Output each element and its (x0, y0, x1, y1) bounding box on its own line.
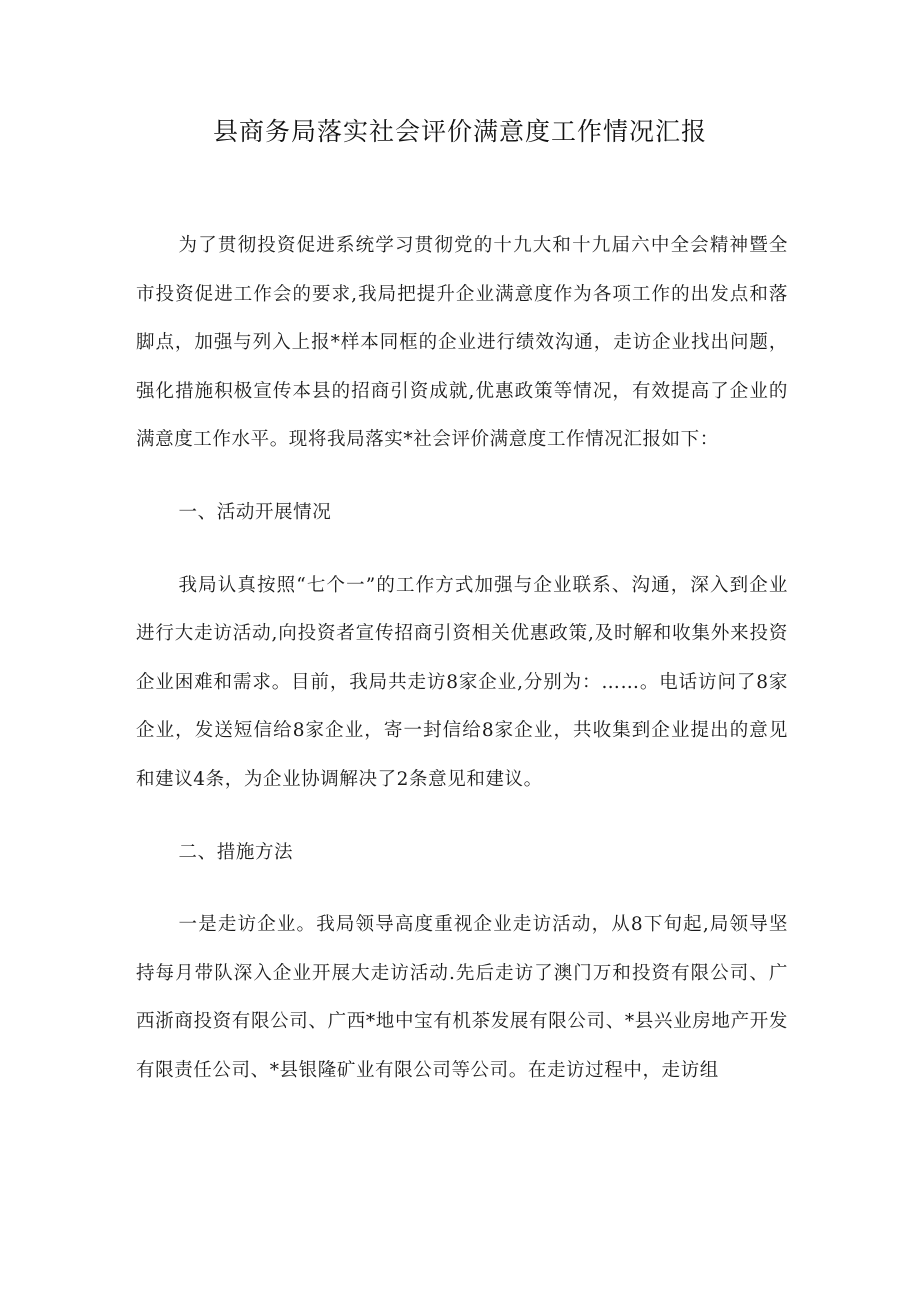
paragraph-gap (136, 805, 788, 829)
section-heading-measures: 二、措施方法 (178, 841, 294, 863)
paragraph-gap (136, 877, 788, 901)
document-body (136, 222, 788, 1096)
activities-paragraph: 我局认真按照“七个一”的工作方式加强与企业联系、沟通，深入到企业进行大走访活动,向投资者宣传招商引资相关优惠政策,及时解和收集外来投资企业困难和需求。目前，我局共走访8家企业,分别为：……。电话访问了8家企业，发送短信给8家企业，寄一封信给8家企业，共收集到企业提出的意见和建议4条，为企业协调解决了2条意见和建议。 (136, 574, 788, 790)
section-heading-activities: 一、活动开展情况 (178, 501, 332, 523)
document-title: 县商务局落实社会评价满意度工作情况汇报 (212, 117, 707, 146)
paragraph-gap (136, 465, 788, 489)
measures-paragraph: 一是走访企业。我局领导高度重视企业走访活动，从8下旬起,局领导坚持每月带队深入企业开展大走访活动.先后走访了澳门万和投资有限公司、广西浙商投资有限公司、广西*地中宝有机茶发展有限公司、*县兴业房地产开发有限责任公司、*县银隆矿业有限公司等公司。在走访过程中，走访组 (136, 914, 788, 1081)
paragraph-gap (136, 538, 788, 562)
intro-paragraph: 为了贯彻投资促进系统学习贯彻党的十九大和十九届六中全会精神暨全市投资促进工作会的要求,我局把提升企业满意度作为各项工作的出发点和落脚点，加强与列入上报*样本同框的企业进行绩效沟通，走访企业找出问题，强化措施积极宣传本县的招商引资成就,优惠政策等情况，有效提高了企业的满意度工作水平。现将我局落实*社会评价满意度工作情况汇报如下： (136, 235, 788, 451)
